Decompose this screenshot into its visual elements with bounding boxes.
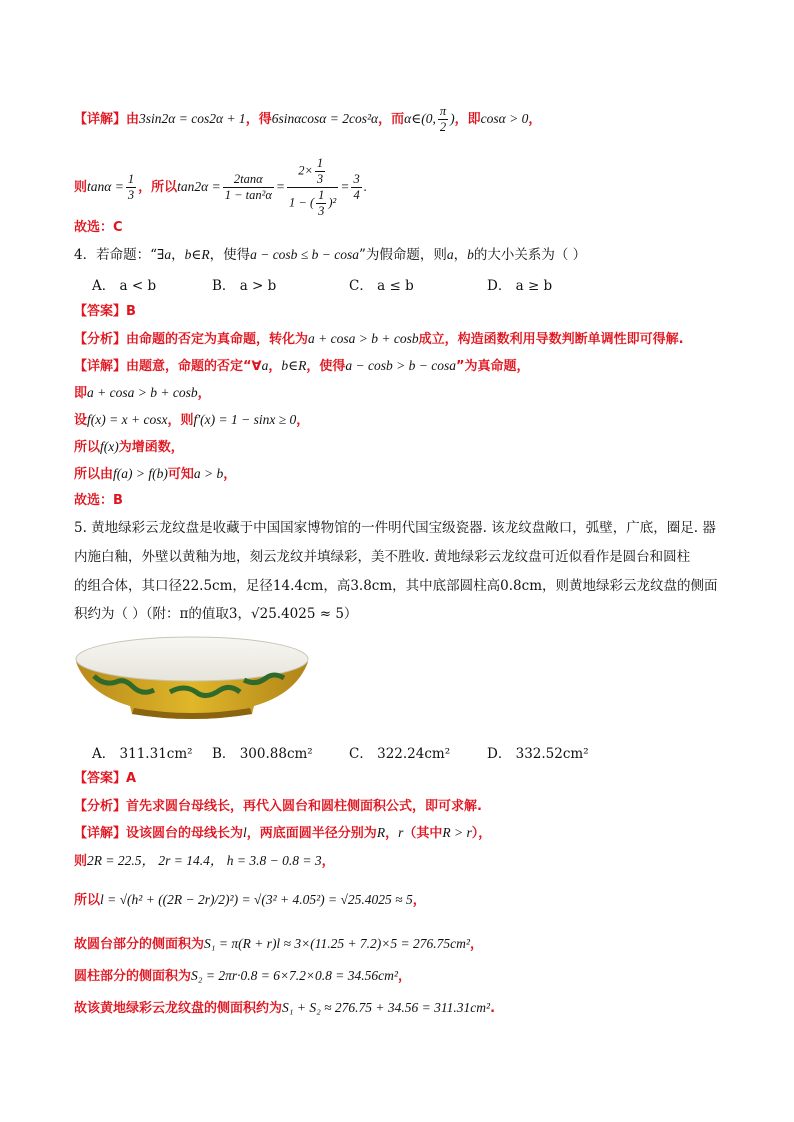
inner-fraction xyxy=(315,156,325,187)
equation: = xyxy=(340,179,350,194)
text: ， xyxy=(397,969,411,984)
q5-stem-line4: 积约为（ ）（附：π的值取3，√25.4025 ≈ 5） xyxy=(74,606,358,622)
dragon-plate-image xyxy=(74,632,310,722)
text: 设 xyxy=(74,413,88,428)
q5-stem-line3: 的组合体，其口径22.5cm，足径14.4cm，高3.8cm，其中底部圆柱高0.8cm，则黄地绿彩云龙纹盘的侧面 xyxy=(74,578,718,594)
equation: α∈(0, xyxy=(404,111,436,126)
q3-detail-line xyxy=(74,104,734,135)
q4-line5 xyxy=(74,464,734,485)
equation: a − cosb > b − cosa xyxy=(345,358,456,373)
equation: b∈R xyxy=(184,247,210,262)
text: ，得 xyxy=(245,112,272,127)
q5-option-b[interactable]: B． 300.88cm² xyxy=(212,746,313,762)
text: ， xyxy=(469,937,483,952)
equation: S₁ + S₂ ≈ 276.75 + 34.56 = 311.31cm² xyxy=(282,1000,491,1015)
denominator: 3 xyxy=(316,172,324,186)
text: ，两底面圆半径分别为 xyxy=(246,826,377,841)
text: 可知 xyxy=(167,467,194,482)
q4-option-a[interactable]: A． a < b xyxy=(92,278,157,294)
text: 则 xyxy=(74,854,88,869)
text: ， xyxy=(223,467,237,482)
fraction-tan xyxy=(223,172,274,203)
q4-stem xyxy=(74,245,734,265)
q4-analysis xyxy=(74,329,734,350)
numerator: 2tanα xyxy=(223,172,274,188)
q4-option-b[interactable]: B． a > b xyxy=(212,278,277,294)
equation: a > b xyxy=(193,466,224,481)
text: ， xyxy=(528,112,542,127)
q5-line5 xyxy=(74,966,734,987)
fraction-1-3 xyxy=(126,172,136,203)
equation: l = √(h² + ((2R − 2r)/2)²) = √(3² + 4.05²) = √25.4025 ≈ 5 xyxy=(100,892,413,907)
text: 由命题的否定为真命题，转化为 xyxy=(126,332,309,347)
q4-option-c[interactable]: C． a ≤ b xyxy=(349,278,414,294)
equation: f(x) = x + cosx xyxy=(87,412,168,427)
detail-tag: 【详解】 xyxy=(74,112,127,127)
equation: cosα > 0 xyxy=(480,111,529,126)
fraction-nested xyxy=(287,156,338,219)
q5-analysis xyxy=(74,796,734,817)
equation: a − cosb ≤ b − cosa xyxy=(250,247,359,262)
q4-detail xyxy=(74,356,734,377)
text: 成立，构造函数利用导数判断单调性即可得解. xyxy=(418,332,684,347)
denominator xyxy=(287,188,338,219)
numerator: π xyxy=(439,104,447,118)
numerator: 1 xyxy=(127,172,135,186)
text: 即 xyxy=(74,386,88,401)
equation: r xyxy=(398,825,404,840)
denominator: 3 xyxy=(127,188,135,202)
text: ， xyxy=(197,386,211,401)
text: 圆柱部分的侧面积为 xyxy=(74,969,192,984)
equation: a + cosa > b + cosb xyxy=(308,331,419,346)
equation: a xyxy=(164,247,172,262)
equation: . xyxy=(363,179,368,194)
equation: 3sin2α = cos2α + 1 xyxy=(139,111,246,126)
text: ， xyxy=(296,413,310,428)
equation: tan2α = xyxy=(177,179,221,194)
equation: f(x) xyxy=(100,439,119,454)
text: 设该圆台的母线长为 xyxy=(126,826,244,841)
equation: 6sinαcosα = 2cos²α xyxy=(271,111,379,126)
denominator: 3 xyxy=(318,204,325,218)
q5-option-c[interactable]: C． 322.24cm² xyxy=(349,746,451,762)
q5-answer: 【答案】A xyxy=(74,771,137,786)
text: . xyxy=(490,1001,496,1016)
fraction-result xyxy=(351,172,361,203)
text: 则 xyxy=(74,180,88,195)
equation: l xyxy=(243,825,247,840)
q3-tan-line xyxy=(74,156,734,218)
text: ， xyxy=(268,359,282,374)
denominator-text: 1 − ( xyxy=(289,195,315,210)
text: ，使得 xyxy=(306,359,346,374)
text: （其中 xyxy=(403,826,443,841)
equation: S₁ = π(R + r)l ≈ 3×(11.25 + 7.2)×5 = 276.75cm² xyxy=(204,936,470,951)
equation: f′(x) = 1 − sinx ≥ 0 xyxy=(193,412,297,427)
equation: = xyxy=(275,179,286,194)
text: 为增函数， xyxy=(118,440,184,455)
equation: S₂ = 2πr·0.8 = 6×7.2×0.8 = 34.56cm² xyxy=(191,968,398,983)
q5-line3 xyxy=(74,890,734,911)
q4-answer-final: 故选：B xyxy=(74,493,123,508)
equation: b xyxy=(467,247,474,262)
denominator-end: )² xyxy=(328,195,337,210)
q4-line2 xyxy=(74,383,734,404)
q5-detail xyxy=(74,823,734,844)
q4-line4 xyxy=(74,437,734,458)
q5-stem-line1: 5. 黄地绿彩云龙纹盘是收藏于中国国家博物馆的一件明代国宝级瓷器. 该龙纹盘敞口，弧壁，广底，圈足. 器 xyxy=(74,520,716,536)
text: ， xyxy=(171,247,185,263)
text: ， xyxy=(321,854,335,869)
numerator xyxy=(287,156,338,188)
text: 由 xyxy=(126,112,140,127)
equation: R xyxy=(376,825,386,840)
q4-option-d[interactable]: D． a ≥ b xyxy=(487,278,553,294)
q5-line2 xyxy=(74,851,734,872)
denominator: 1 − tan²α xyxy=(224,188,272,202)
inner-fraction xyxy=(316,188,326,219)
denominator: 2 xyxy=(439,120,447,134)
text: 4．若命题：“∃ xyxy=(74,247,165,263)
q3-answer: 故选：C xyxy=(74,220,123,235)
text: 的大小关系为（ ） xyxy=(473,247,587,263)
text: 所以由 xyxy=(74,467,114,482)
fraction-pi-2 xyxy=(438,104,448,135)
text: ）， xyxy=(471,826,492,841)
text: ，则 xyxy=(167,413,194,428)
text: 由题意，命题的否定“∀ xyxy=(126,359,262,374)
numerator: 1 xyxy=(316,156,324,170)
denominator: 4 xyxy=(353,188,360,202)
text: ”为假命题，则 xyxy=(358,247,447,263)
detail-tag: 【详解】 xyxy=(74,826,127,841)
text: ，而 xyxy=(378,112,405,127)
q5-line6 xyxy=(74,998,734,1019)
numerator: 3 xyxy=(353,172,360,186)
text: 所以 xyxy=(74,440,101,455)
numerator: 1 xyxy=(318,188,325,202)
text: ， xyxy=(453,247,468,263)
q5-stem-line2: 内施白釉，外壁以黄釉为地，刻云龙纹并填绿彩，美不胜收. 黄地绿彩云龙纹盘可近似看作是圆台和圆柱 xyxy=(74,549,691,565)
q4-answer: 【答案】B xyxy=(74,304,136,319)
equation: R > r xyxy=(442,825,472,840)
equation: ) xyxy=(450,111,455,126)
equation: tanα = xyxy=(87,179,124,194)
text: 所以 xyxy=(74,893,101,908)
text: ，使得 xyxy=(209,247,251,263)
q5-option-a[interactable]: A． 311.31cm² xyxy=(92,746,193,762)
text: ， xyxy=(412,893,426,908)
equation: 2R = 22.5， 2r = 14.4， h = 3.8 − 0.8 = 3 xyxy=(87,853,322,868)
text: 首先求圆台母线长，再代入圆台和圆柱侧面积公式，即可求解. xyxy=(126,799,482,814)
text: 故圆台部分的侧面积为 xyxy=(74,937,205,952)
analysis-tag: 【分析】 xyxy=(74,332,127,347)
text: ”为真命题， xyxy=(455,359,530,374)
equation: f(a) > f(b) xyxy=(113,466,168,481)
q5-line4 xyxy=(74,934,734,955)
text: ，即 xyxy=(454,112,481,127)
equation: a xyxy=(446,247,454,262)
q4-line3 xyxy=(74,410,734,431)
analysis-tag: 【分析】 xyxy=(74,799,127,814)
detail-tag: 【详解】 xyxy=(74,359,127,374)
numerator-text: 2× xyxy=(298,163,313,178)
q5-option-d[interactable]: D． 332.52cm² xyxy=(487,746,589,762)
equation: a xyxy=(261,358,269,373)
text: ， xyxy=(385,826,399,841)
equation: b∈R xyxy=(281,358,307,373)
text: 故该黄地绿彩云龙纹盘的侧面积约为 xyxy=(74,1001,283,1016)
text: ，所以 xyxy=(138,180,178,195)
equation: a + cosa > b + cosb xyxy=(87,385,198,400)
